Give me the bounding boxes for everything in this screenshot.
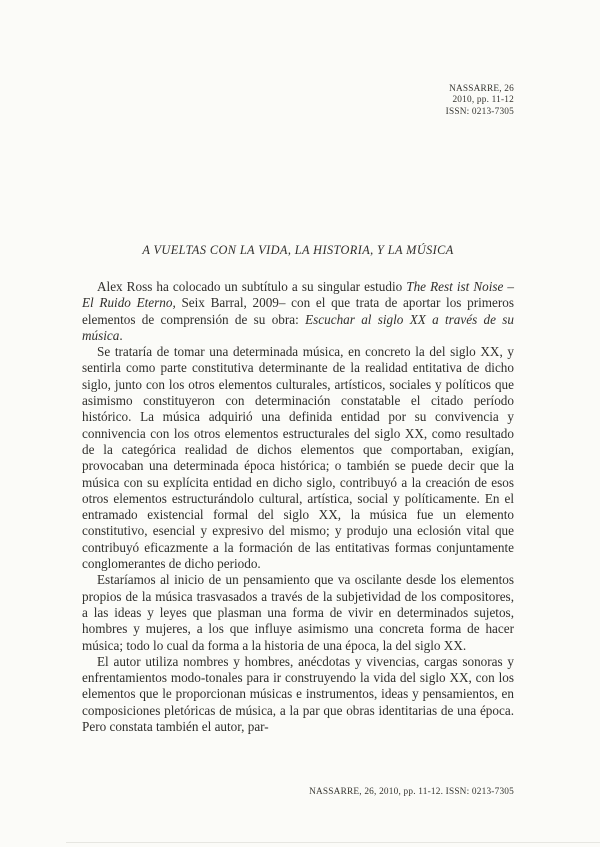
paragraph xyxy=(82,279,514,344)
text-run: . xyxy=(119,327,123,343)
text-run: Alex Ross ha colocado un subtítulo a su singular estudio xyxy=(97,279,407,294)
italic-text-run: The Rest ist Noise –El Ruido Eterno, xyxy=(82,279,514,311)
paragraph xyxy=(82,572,514,653)
paragraph xyxy=(82,654,514,735)
article-title: A VUELTAS CON LA VIDA, LA HISTORIA, Y LA MÚSICA xyxy=(142,243,454,257)
scan-artifact-line xyxy=(66,842,600,843)
text-run: Seix Barral, 2009– con el que trata de aportar los primeros elementos de comprensión de su obra: xyxy=(82,295,514,327)
text-run: El autor utiliza nombres y hombres, anécdotas y vivencias, cargas sonoras y enfrentamientos modo-tonales para ir construyendo la vida del siglo XX, con los elementos que le proporcionan músicas e instrumentos, ideas y pensamientos, en composiciones pletóricas de música, a la par que obras identitarias de una época. Pero constata también el autor, par- xyxy=(82,653,514,735)
journal-name-issue: NASSARRE, 26 xyxy=(449,84,514,94)
page-footer: NASSARRE, 26, 2010, pp. 11-12. ISSN: 0213-7305 xyxy=(309,787,514,797)
journal-header xyxy=(446,84,514,118)
article-body xyxy=(82,279,514,735)
paragraph xyxy=(82,344,514,572)
text-run: Se trataría de tomar una determinada música, en concreto la del siglo XX, y sentirla como parte constitutiva determinante de la realidad entitativa de dicho siglo, junto con los otros elementos culturales, artísticos, sociales y políticos que asimismo constituyeron con determinación constatable el citado período histórico. La música adquirió una definida entidad por su convivencia y connivencia con los otros elementos estructurales del siglo XX, como resultado de la categórica realidad de dichos elementos que comportaban, exigían, provocaban una determinada época histórica; o también se puede decir que la música con su explícita entidad en dicho siglo, contribuyó a la creación de esos otros elementos estructurándolo cultural, artística, social y políticamente. En el entramado existencial formal del siglo XX, la música fue un elemento constitutivo, esencial y expresivo del mismo; y produjo una eclosión vital que contribuyó eficazmente a la formación de las entitativas formas conjuntamente conglomerantes de dicho periodo. xyxy=(82,344,514,572)
text-run: Estaríamos al inicio de un pensamiento que va oscilante desde los elementos propios de la música trasvasados a través de la subjetividad de los compositores, a las ideas y leyes que plasman una forma de vivir en determinados sujetos, hombres y mujeres, a los que influye asimismo una concreta forma de hacer música; todo lo cual da forma a la historia de una época, la del siglo XX. xyxy=(82,572,514,653)
italic-text-run: Escuchar al siglo XX a través de su música xyxy=(82,311,514,343)
journal-year-pages: 2010, pp. 11-12 xyxy=(452,95,514,106)
journal-issn: ISSN: 0213-7305 xyxy=(445,106,514,117)
